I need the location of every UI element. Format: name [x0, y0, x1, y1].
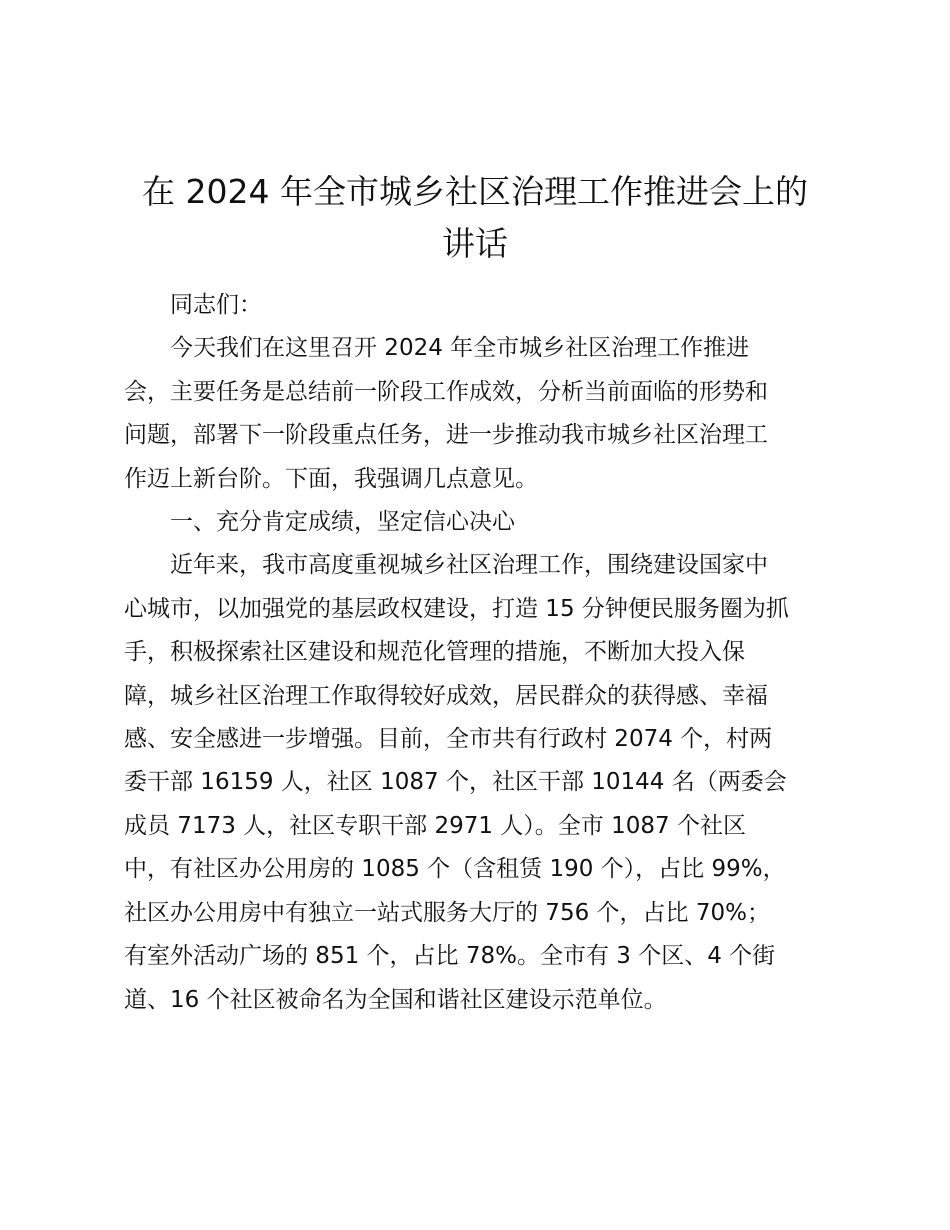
paragraph-line: 委干部 16159 人，社区 1087 个，社区干部 10144 名（两委会 [124, 769, 787, 796]
document-title [120, 166, 830, 270]
document-body [124, 284, 836, 1022]
paragraph-line: 手，积极探索社区建设和规范化管理的措施，不断加大投入保 [124, 639, 745, 666]
paragraph-line: 有室外活动广场的 851 个，占比 78%。全市有 3 个区、4 个街 [124, 943, 776, 970]
paragraph-line: 近年来，我市高度重视城乡社区治理工作，围绕建设国家中 [170, 552, 768, 579]
paragraph-line: 成员 7173 人，社区专职干部 2971 人）。全市 1087 个社区 [124, 812, 746, 839]
intro-paragraph [124, 327, 836, 501]
paragraph-line: 中，有社区办公用房的 1085 个（含租赁 190 个），占比 99%， [124, 856, 786, 883]
paragraph-line: 今天我们在这里召开 2024 年全市城乡社区治理工作推进 [170, 335, 750, 362]
section-heading: 一、充分肯定成绩，坚定信心决心 [170, 509, 515, 536]
section-paragraph [124, 544, 836, 1021]
paragraph-line: 问题，部署下一阶段重点任务，进一步推动我市城乡社区治理工 [124, 422, 768, 449]
paragraph-line: 心城市，以加强党的基层政权建设，打造 15 分钟便民服务圈为抓 [124, 595, 789, 622]
paragraph-line: 社区办公用房中有独立一站式服务大厅的 756 个，占比 70%； [124, 899, 770, 926]
paragraph-line: 会，主要任务是总结前一阶段工作成效，分析当前面临的形势和 [124, 378, 768, 405]
title-line: 讲话 [442, 224, 508, 263]
paragraph-line: 道、16 个社区被命名为全国和谐社区建设示范单位。 [124, 986, 667, 1013]
title-line: 在 2024 年全市城乡社区治理工作推进会上的 [142, 172, 808, 211]
paragraph-line: 障，城乡社区治理工作取得较好成效，居民群众的获得感、幸福 [124, 682, 768, 709]
salutation: 同志们： [170, 292, 262, 318]
paragraph-line: 感、安全感进一步增强。目前，全市共有行政村 2074 个，村两 [124, 726, 773, 753]
paragraph-line: 作迈上新台阶。下面，我强调几点意见。 [124, 465, 538, 492]
